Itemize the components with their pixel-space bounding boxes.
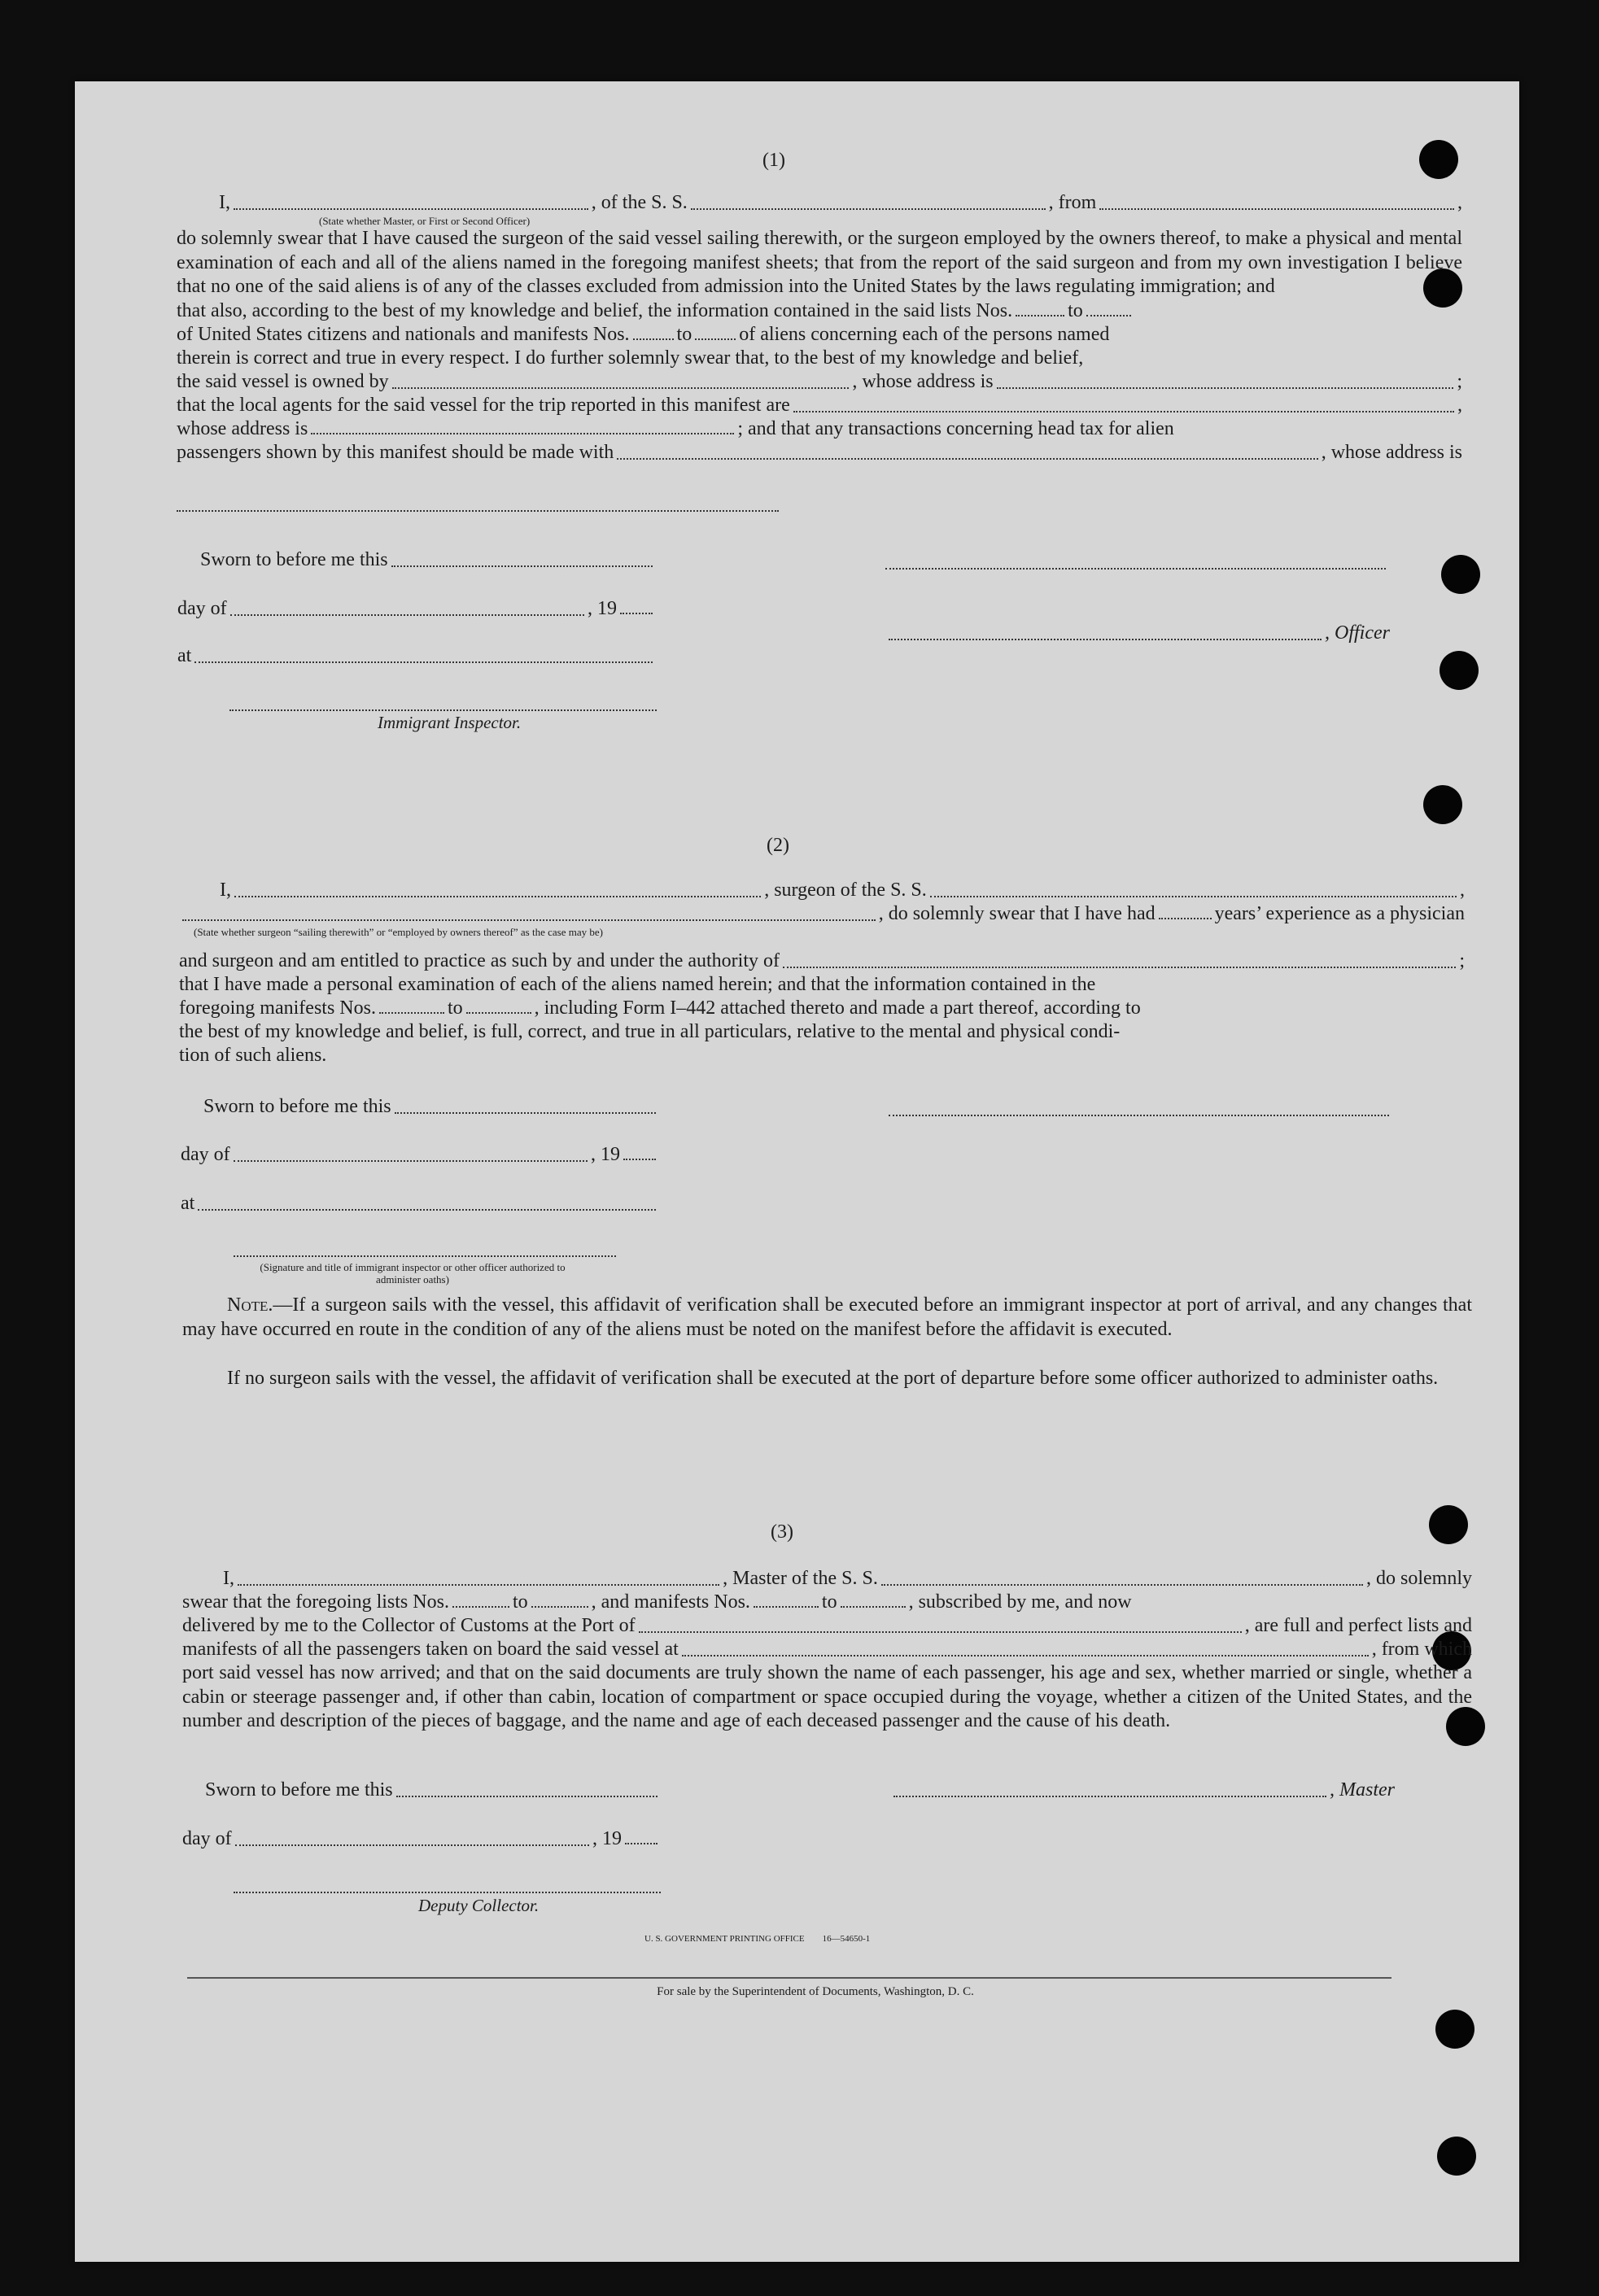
- lists-text: swear that the foregoing lists Nos.: [182, 1591, 449, 1613]
- year-prefix: , 19: [591, 1144, 620, 1165]
- month-field[interactable]: [235, 1844, 589, 1846]
- agents-address-line: [177, 417, 1462, 441]
- sworn-text: Sworn to before me this: [200, 549, 388, 570]
- manifests-line: [179, 997, 1465, 1020]
- master-name-field[interactable]: [238, 1584, 719, 1586]
- at-label: at: [181, 1193, 195, 1214]
- officer-note: (State whether Master, or First or Second Officer): [319, 215, 531, 227]
- from-label: , from: [1048, 192, 1097, 213]
- manifests-text: of United States citizens and nationals and manifests Nos.: [177, 323, 630, 345]
- surgeon-line: [179, 879, 1465, 902]
- lists-line: [182, 1591, 1472, 1614]
- section-3-number: (3): [771, 1521, 793, 1543]
- sworn-date-field[interactable]: [396, 1796, 658, 1797]
- i-label: I,: [220, 880, 231, 901]
- s2-at-line: [181, 1192, 659, 1216]
- boarding-text: manifests of all the passengers taken on board the said vessel at: [182, 1639, 679, 1660]
- comma: ,: [1457, 394, 1462, 416]
- authority-field[interactable]: [783, 967, 1456, 968]
- owner-address-field[interactable]: [997, 387, 1454, 389]
- sworn-text: Sworn to before me this: [205, 1779, 393, 1801]
- punch-hole: [1419, 140, 1458, 179]
- s2-day-line: [181, 1143, 659, 1167]
- experience-text: years’ experience as a physician: [1214, 903, 1465, 924]
- agents-address-field[interactable]: [311, 433, 734, 434]
- s1-at-line: [177, 644, 656, 668]
- i-label: I,: [219, 192, 230, 213]
- sworn-date-field[interactable]: [395, 1112, 656, 1114]
- subscribed-text: , subscribed by me, and now: [908, 1591, 1132, 1613]
- note-label: Note.: [227, 1294, 273, 1316]
- oath-paragraph: do solemnly swear that I have caused the surgeon of the said vessel sailing therewith, or the surgeon employed by the owners thereof, to make a physical and mental examination of each and all of the aliens named in the foregoing manifest sheets; that from the report of the said surgeon and from my own investigation I believe that no one of the said aliens is of any of the classes excluded from admission into the United States by the laws regulating immigration; and: [177, 228, 1463, 297]
- note-paragraph-2: If no surgeon sails with the vessel, the affidavit of verification shall be executed at the port of departure before some officer authorized to administer oaths.: [227, 1368, 1439, 1389]
- printing-office-imprint: U. S. GOVERNMENT PRINTING OFFICE 16—54650-1: [644, 1934, 871, 1944]
- master-line: [182, 1567, 1472, 1591]
- surgeon-status-field[interactable]: [182, 919, 876, 921]
- sworn-text: Sworn to before me this: [203, 1096, 391, 1117]
- swear-text: , do solemnly swear that I have had: [878, 903, 1156, 924]
- authority-text: and surgeon and am entitled to practice as such by and under the authority of: [179, 950, 780, 971]
- examination-text: that I have made a personal examination of each of the aliens named herein; and that the information contained in the: [179, 974, 1096, 995]
- month-field[interactable]: [234, 1160, 588, 1162]
- lists-from-field[interactable]: [452, 1606, 509, 1608]
- owner-field[interactable]: [392, 387, 850, 389]
- surgeon-note: (State whether surgeon “sailing therewith” or “employed by owners thereof” as the case may be): [194, 926, 603, 938]
- to-label: to: [512, 1591, 528, 1613]
- agents-line: [177, 394, 1462, 417]
- officer-name-field[interactable]: [234, 208, 588, 210]
- aliens-text: of aliens concerning each of the persons named: [739, 323, 1110, 345]
- sale-notice: For sale by the Superintendent of Documents, Washington, D. C.: [657, 1985, 974, 1998]
- s3-sworn-line: [205, 1779, 661, 1802]
- day-of-label: day of: [181, 1144, 230, 1165]
- lists-line: [177, 299, 1462, 323]
- authority-line: [179, 949, 1465, 973]
- passengers-text: passengers shown by this manifest should be made with: [177, 441, 614, 463]
- surgeon-name-field[interactable]: [234, 896, 761, 897]
- comma: ,: [1457, 192, 1463, 213]
- manifests-from-field[interactable]: [379, 1012, 444, 1014]
- witness-signature-field[interactable]: [234, 1255, 616, 1257]
- agents-label: that the local agents for the said vessel for the trip reported in this manifest are: [177, 394, 790, 416]
- day-of-label: day of: [177, 598, 227, 619]
- examination-line: [179, 973, 1465, 997]
- manifests-from-field[interactable]: [633, 338, 674, 340]
- officer-line: [177, 191, 1462, 215]
- manifest-verification-page: [75, 81, 1519, 2262]
- officer-title-field[interactable]: [889, 639, 1322, 640]
- signature-note: (Signature and title of immigrant inspector or other officer authorized to administer oaths): [260, 1261, 566, 1285]
- to-label: to: [447, 997, 463, 1019]
- year-field[interactable]: [625, 1843, 658, 1844]
- note-text: —If a surgeon sails with the vessel, this affidavit of verification shall be executed before an immigrant inspector at port of arrival, and any changes that may have occurred en route in the condition of any of the aliens must be noted on the manifest before the affidavit is executed.: [182, 1294, 1472, 1340]
- agents-field[interactable]: [793, 411, 1454, 412]
- footer-rule: [187, 1977, 1391, 1979]
- lists-text: that also, according to the best of my knowledge and belief, the information contained in the said lists Nos.: [177, 299, 1013, 321]
- manifests-text: foregoing manifests Nos.: [179, 997, 376, 1019]
- arrival-port-field[interactable]: [639, 1631, 1242, 1633]
- owned-by-label: the said vessel is owned by: [177, 370, 389, 392]
- manifests-to-field[interactable]: [466, 1012, 531, 1014]
- inspector-label: Immigrant Inspector.: [378, 713, 522, 732]
- surgeon-signature-field[interactable]: [889, 1115, 1389, 1116]
- section-2-number: (2): [767, 835, 789, 856]
- officer-signature-field[interactable]: [885, 568, 1386, 570]
- s1-day-line: [177, 597, 656, 621]
- manifests-to-field[interactable]: [695, 338, 736, 340]
- punch-hole: [1429, 1505, 1468, 1544]
- address-label: , whose address is: [1321, 441, 1462, 463]
- section-2-oath: [179, 879, 1465, 1067]
- inspector-signature-field[interactable]: [229, 709, 657, 711]
- section-1-oath: [177, 191, 1462, 465]
- punch-hole: [1437, 2137, 1476, 2176]
- correct-text: therein is correct and true in every respect. I do further solemnly swear that, to the best of my knowledge and belief,: [177, 347, 1084, 369]
- master-signature-field[interactable]: [893, 1796, 1326, 1797]
- address-label: whose address is: [177, 417, 308, 439]
- s3-day-line: [182, 1827, 661, 1851]
- vessel-name-field[interactable]: [930, 896, 1457, 897]
- arrival-paragraph: port said vessel has now arrived; and that on the said documents are truly shown the name of each passenger, his age and sex, whether married or single, whether a cabin or steerage passenger and, if other than cabin, location of compartment or space occupied during the voyage, whether a citizen of the United States, and the number and description of the pieces of baggage, and the name and age of each deceased passenger and the cause of his death.: [182, 1662, 1472, 1731]
- semicolon: ;: [1459, 950, 1465, 971]
- section-1-number: (1): [762, 150, 785, 171]
- sworn-date-field[interactable]: [391, 565, 653, 567]
- aliens-text: tion of such aliens.: [179, 1045, 327, 1066]
- head-tax-party-field[interactable]: [617, 458, 1317, 460]
- year-field[interactable]: [623, 1159, 656, 1160]
- punch-hole: [1423, 785, 1462, 824]
- boarding-line: [182, 1638, 1472, 1661]
- deputy-label: Deputy Collector.: [418, 1896, 540, 1915]
- from-which-text: , from which: [1371, 1639, 1472, 1660]
- lists-to-field[interactable]: [1086, 315, 1131, 316]
- year-prefix: , 19: [592, 1828, 622, 1849]
- master-label: , Master: [1330, 1779, 1395, 1801]
- departure-port-field[interactable]: [1099, 208, 1454, 210]
- customs-line: [182, 1614, 1472, 1638]
- punch-hole: [1441, 555, 1480, 594]
- knowledge-line: [179, 1020, 1465, 1044]
- punch-hole: [1435, 2010, 1474, 2049]
- manifests-from-field[interactable]: [754, 1606, 819, 1608]
- section-3-oath: [182, 1567, 1472, 1734]
- master-of-label: , Master of the S. S.: [723, 1568, 878, 1589]
- customs-text: delivered by me to the Collector of Customs at the Port of: [182, 1615, 636, 1636]
- officer-label: , Officer: [1325, 622, 1390, 644]
- day-of-label: day of: [182, 1828, 232, 1849]
- comma: ,: [1460, 880, 1465, 901]
- s3-master-line: [890, 1779, 1395, 1802]
- surgeon-of-label: , surgeon of the S. S.: [764, 880, 927, 901]
- experience-line: [179, 902, 1465, 926]
- knowledge-text: the best of my knowledge and belief, is full, correct, and true in all particulars, relative to the mental and physical condi-: [179, 1021, 1121, 1042]
- solemnly-text: , do solemnly: [1366, 1568, 1472, 1589]
- s2-sworn-line: [203, 1095, 659, 1119]
- head-tax-address-field[interactable]: [177, 510, 779, 512]
- head-tax-text: ; and that any transactions concerning head tax for alien: [737, 417, 1174, 439]
- manifests-to-field[interactable]: [841, 1606, 906, 1608]
- punch-hole: [1440, 651, 1479, 690]
- boarding-port-field[interactable]: [682, 1655, 1369, 1657]
- years-field[interactable]: [1159, 918, 1212, 919]
- place-field[interactable]: [194, 661, 653, 663]
- form-text: , including Form I–442 attached thereto and made a part thereof, according to: [534, 997, 1141, 1019]
- deputy-signature-field[interactable]: [234, 1892, 661, 1893]
- address-label: , whose address is: [852, 370, 994, 392]
- vessel-name-field[interactable]: [881, 1584, 1363, 1586]
- to-label: to: [821, 1591, 837, 1613]
- owner-line: [177, 370, 1462, 394]
- s1-officer-title-line: [885, 622, 1390, 645]
- of-ss-label: , of the S. S.: [591, 192, 688, 213]
- manifests-line: [177, 323, 1462, 347]
- aliens-line: [179, 1044, 1465, 1067]
- correct-line: [177, 347, 1462, 370]
- month-field[interactable]: [230, 614, 584, 616]
- perfect-lists-text: , are full and perfect lists and: [1244, 1615, 1472, 1636]
- lists-from-field[interactable]: [1016, 315, 1064, 316]
- year-field[interactable]: [620, 613, 653, 614]
- vessel-name-field[interactable]: [691, 208, 1046, 210]
- note-paragraph: [182, 1294, 1472, 1342]
- head-tax-line: [177, 441, 1462, 465]
- manifests-text: , and manifests Nos.: [591, 1591, 750, 1613]
- at-label: at: [177, 645, 192, 666]
- s1-sworn-line: [200, 548, 656, 572]
- lists-to-field[interactable]: [531, 1606, 588, 1608]
- to-label: to: [1068, 299, 1083, 321]
- i-label: I,: [223, 1568, 234, 1589]
- semicolon: ;: [1457, 370, 1463, 392]
- to-label: to: [676, 323, 692, 345]
- year-prefix: , 19: [588, 598, 617, 619]
- place-field[interactable]: [198, 1209, 656, 1211]
